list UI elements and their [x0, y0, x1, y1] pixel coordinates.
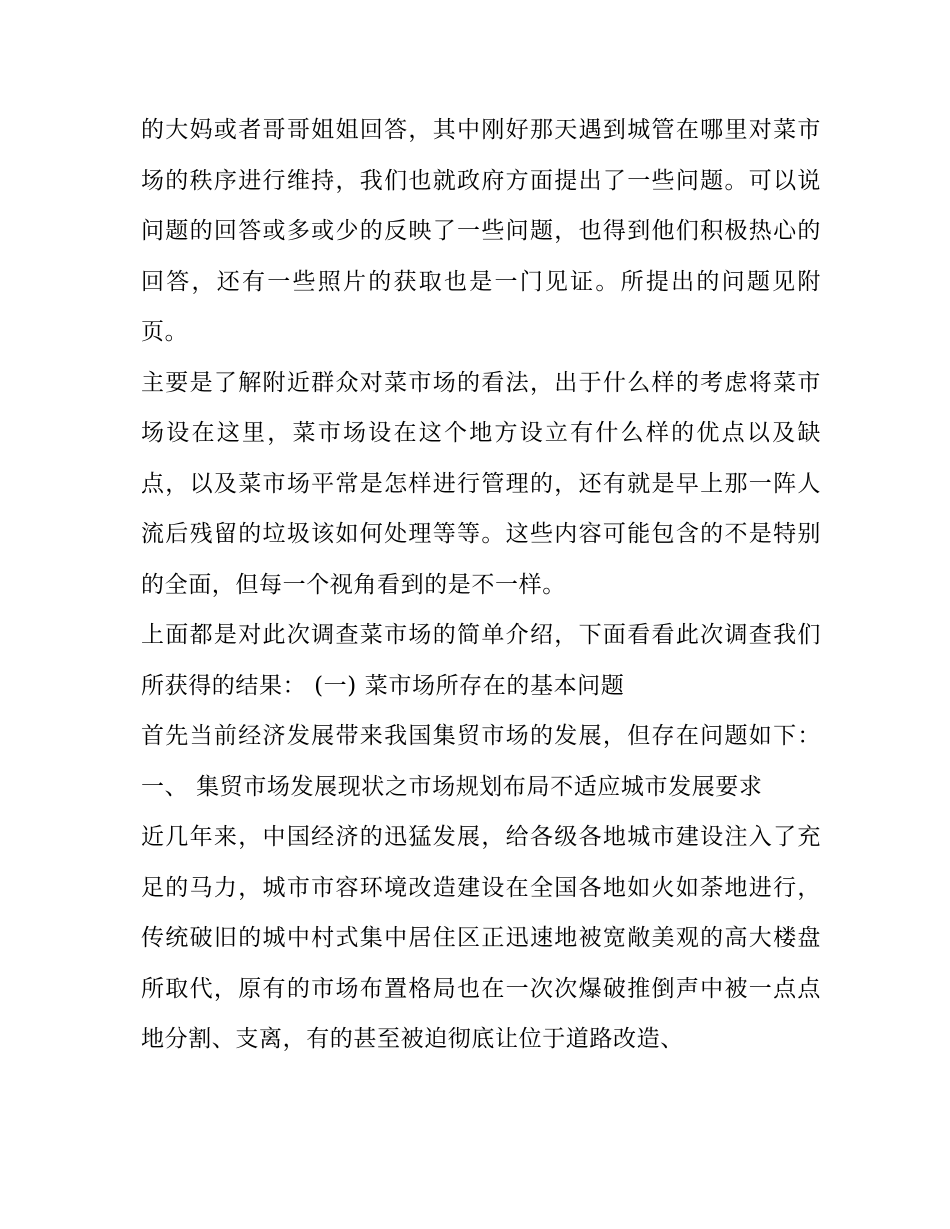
paragraph-2: 主要是了解附近群众对菜市场的看法，出于什么样的考虑将菜市场设在这里，菜市场设在这个地方设立有什么样的优点以及缺点，以及菜市场平常是怎样进行管理的，还有就是早上那一阵人流后残留的垃圾该如何处理等等。这些内容可能包含的不是特别的全面，但每一个视角看到的是不一样。 [141, 369, 821, 598]
paragraph-1: 的大妈或者哥哥姐姐回答，其中刚好那天遇到城管在哪里对菜市场的秩序进行维持，我们也就政府方面提出了一些问题。可以说问题的回答或多或少的反映了一些问题，也得到他们积极热心的回答，还有一些照片的获取也是一门见证。所提出的问题见附页。 [141, 117, 821, 345]
document-page [141, 105, 821, 1065]
paragraph-3: 上面都是对此次调查菜市场的简单介绍，下面看看此次调查我们所获得的结果： (一) 菜市场所存在的基本问题 [141, 622, 821, 699]
paragraph-5: 近几年来，中国经济的迅猛发展，给各级各地城市建设注入了充足的马力，城市市容环境改造建设在全国各地如火如荼地进行，传统破旧的城中村式集中居住区正迅速地被宽敞美观的高大楼盘所取代，原有的市场布置格局也在一次次爆破推倒声中被一点点地分割、支离，有的甚至被迫彻底让位于道路改造、 [141, 824, 821, 1052]
paragraph-4: 首先当前经济发展带来我国集贸市场的发展，但存在问题如下： 一、 集贸市场发展现状之市场规划布局不适应城市发展要求 [141, 723, 821, 800]
